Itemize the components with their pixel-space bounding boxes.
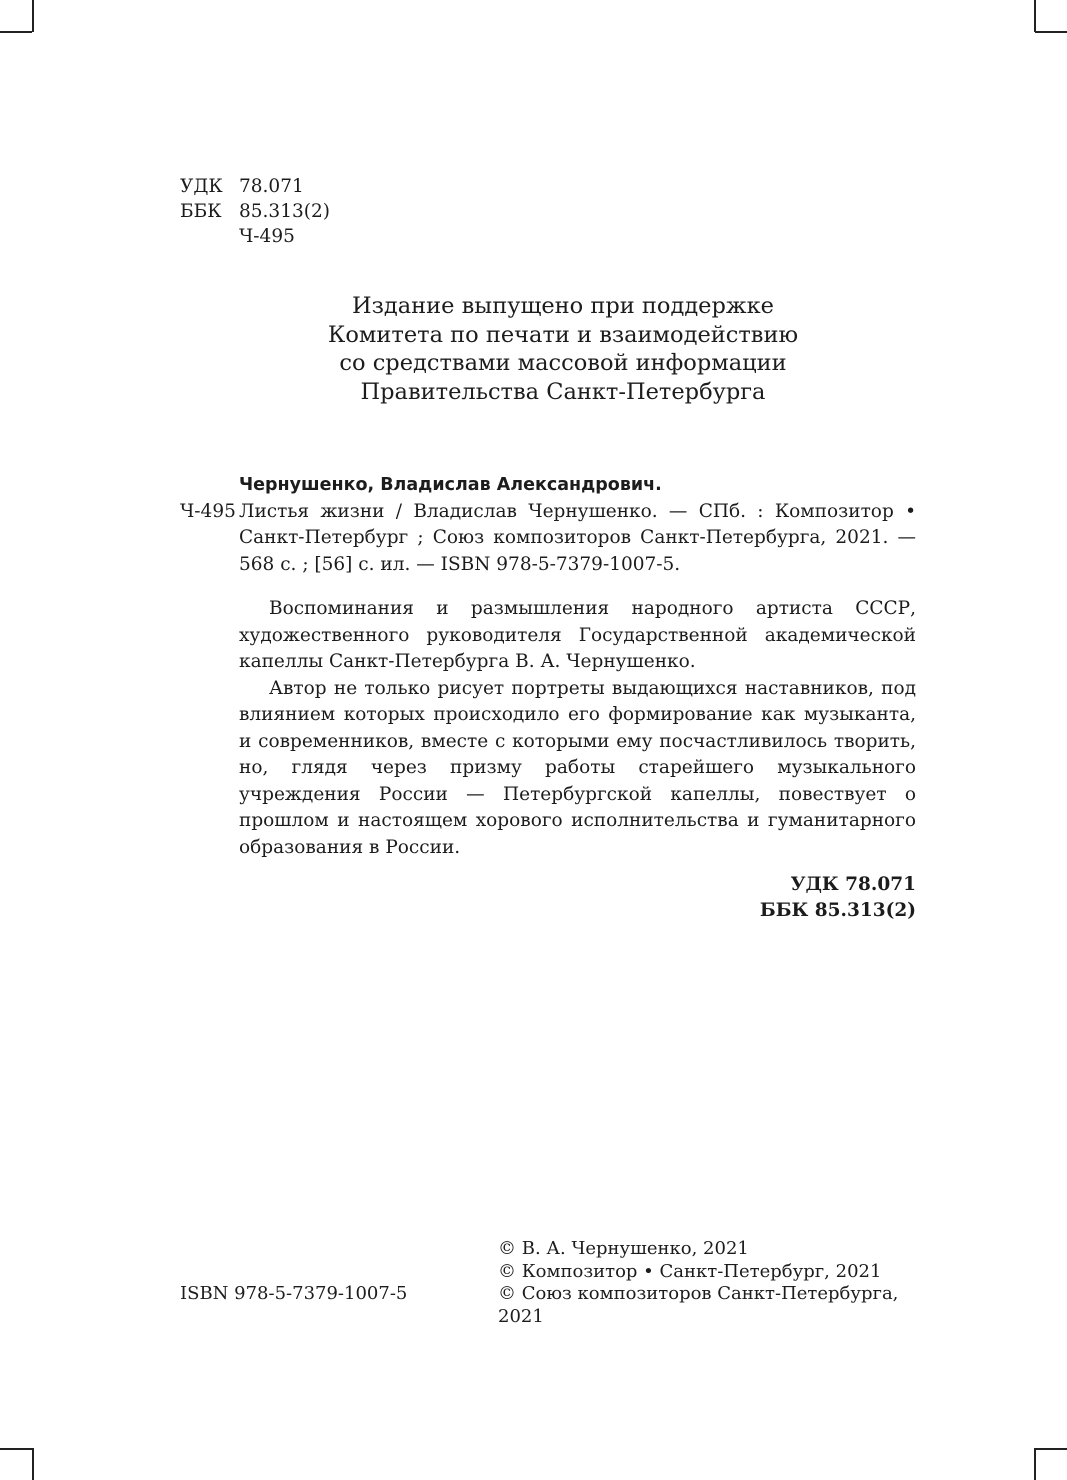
bbk-label: ББК: [180, 201, 222, 222]
classification-block: [180, 174, 330, 249]
udk-footer: УДК 78.071: [790, 874, 916, 895]
bibliographic-entry: [180, 472, 916, 924]
isbn: ISBN 978-5-7379-1007-5: [180, 1283, 408, 1304]
crop-mark-bottom-right-h: [1035, 1448, 1067, 1450]
crop-mark-top-right: [1034, 0, 1036, 32]
udk-label: УДК: [180, 176, 223, 197]
support-note: [250, 292, 876, 407]
copyright-block: [498, 1238, 916, 1328]
bibliographic-description: [180, 499, 916, 579]
udk-row: [180, 174, 330, 199]
crop-mark-bottom-left-h: [0, 1448, 32, 1450]
support-line: со средствами массовой информации: [339, 350, 787, 377]
bbk-footer: ББК 85.313(2): [759, 900, 916, 921]
support-line: Издание выпущено при поддержке: [352, 293, 774, 319]
copyright-line: © Композитор • Санкт-Петербург, 2021: [498, 1260, 882, 1282]
description-text: Листья жизни / Владислав Чернушенко. — СПб. : Композитор • Санкт-Петербург ; Союз композиторов Санкт-Петербурга, 2021. — 568 с. ; [56] с. ил. — ISBN 978-5-7379-1007-5.: [239, 500, 916, 575]
annotation-paragraph: Автор не только рисует портреты выдающихся наставников, под влиянием которых происходило его формирование как музыканта, и современников, вместе с которыми ему посчастливилось творить, но, глядя через призму работы старейшего музыкального учреждения России — Петербургской капеллы, повествует о прошлом и настоящем хорового исполнительства и гуманитарного образования в России.: [239, 677, 916, 858]
crop-mark-top-right-h: [1035, 31, 1067, 33]
bbk-row: [180, 199, 330, 224]
bbk-value: 85.313(2): [239, 201, 330, 222]
copyright-line: © В. А. Чернушенко, 2021: [498, 1238, 749, 1259]
author-sign: Ч-495: [239, 226, 295, 247]
udk-value: 78.071: [239, 176, 304, 197]
copyright-line: © Союз композиторов Санкт-Петербурга, 2021: [498, 1283, 899, 1327]
author-sign-row: [180, 224, 330, 249]
crop-mark-bottom-right: [1034, 1448, 1036, 1480]
support-line: Правительства Санкт-Петербурга: [360, 379, 766, 406]
library-code: Ч-495: [180, 500, 236, 522]
classification-footer: [180, 872, 916, 924]
annotation: [239, 596, 916, 861]
support-line: Комитета по печати и взаимодействию: [327, 321, 799, 348]
author-heading: Чернушенко, Владислав Александрович.: [239, 475, 662, 495]
crop-mark-bottom-left: [32, 1448, 34, 1480]
crop-mark-top-left: [32, 0, 34, 32]
crop-mark-top-left-h: [0, 31, 32, 33]
annotation-paragraph: Воспоминания и размышления народного артиста СССР, художественного руководителя Государственной академической капеллы Санкт-Петербурга В. А. Чернушенко.: [239, 598, 916, 672]
